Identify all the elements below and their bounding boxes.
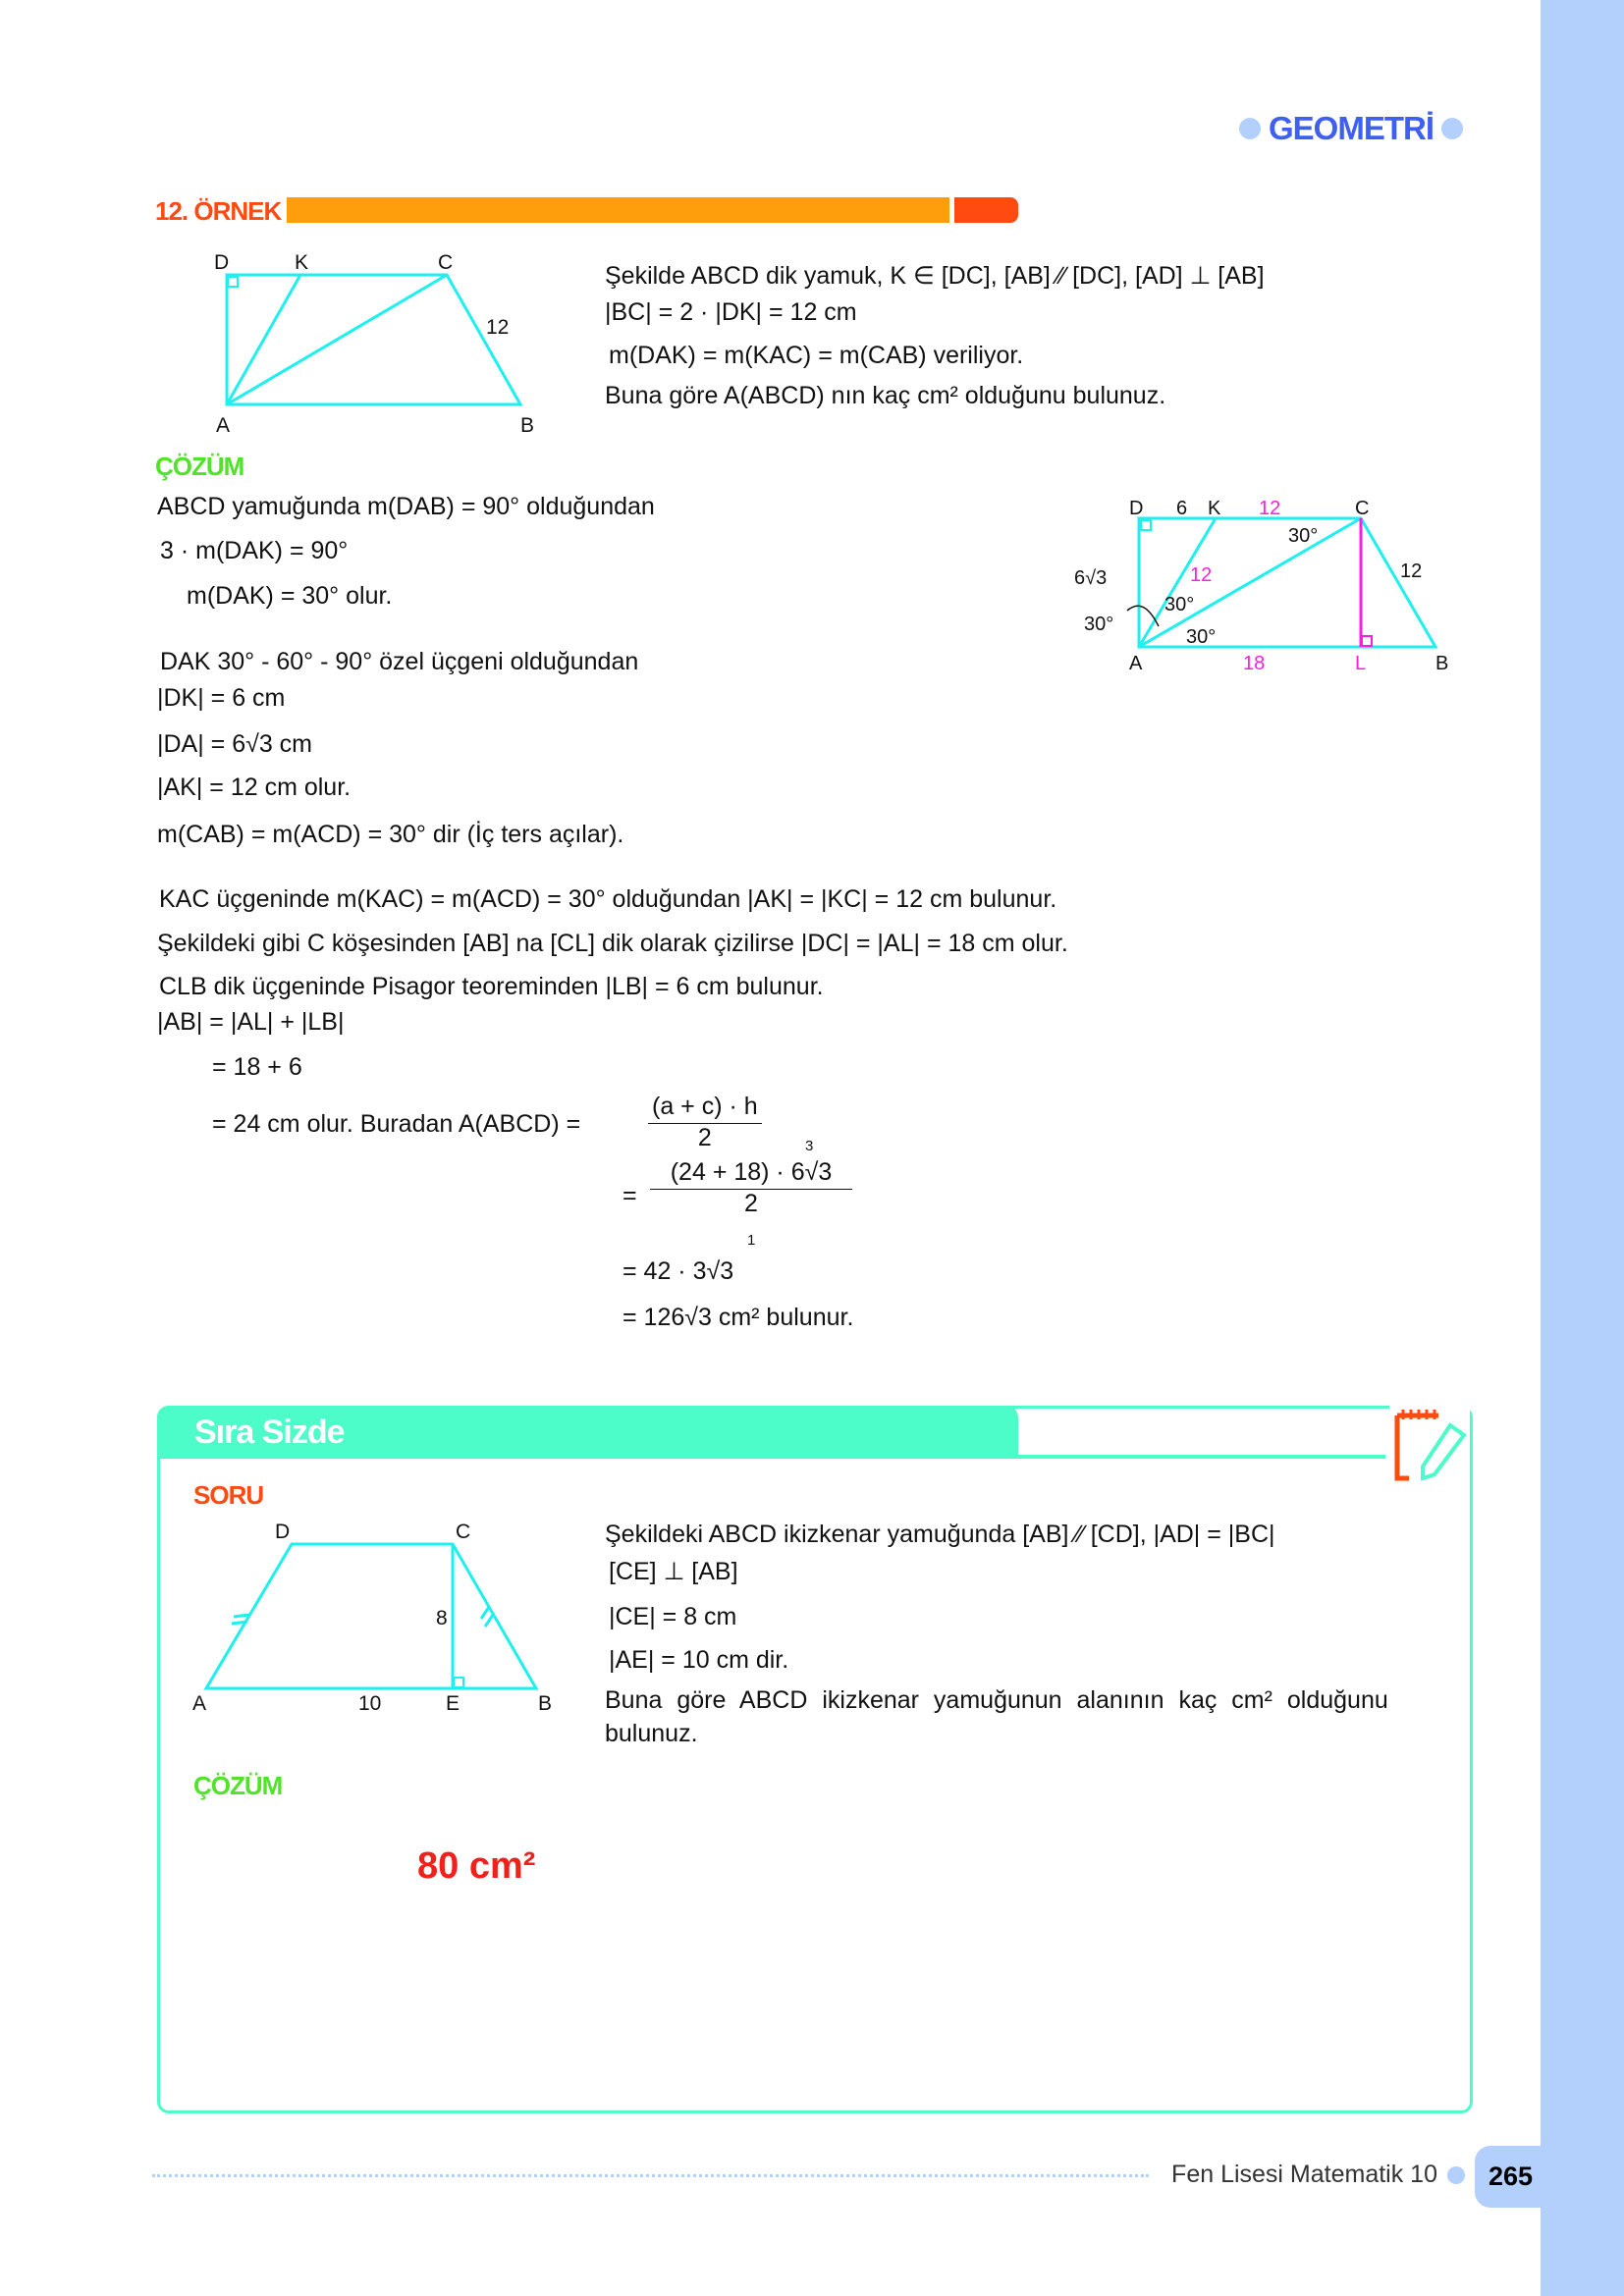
practice-header xyxy=(157,1406,1018,1459)
cancel-top: 3 xyxy=(805,1138,814,1154)
problem-line: Buna göre ABCD ikizkenar yamuğunun alanının kaç cm² olduğunu xyxy=(605,1686,1388,1714)
problem-line: m(DAK) = m(KAC) = m(CAB) veriliyor. xyxy=(609,342,1024,369)
label-k: K xyxy=(295,251,309,274)
label-al: 18 xyxy=(1243,653,1266,674)
problem-line: |AE| = 10 cm dir. xyxy=(609,1646,789,1674)
label-a: A xyxy=(216,414,231,437)
label-b: B xyxy=(1435,653,1449,674)
solution-label: ÇÖZÜM xyxy=(155,452,244,481)
problem-line: |CE| = 8 cm xyxy=(609,1603,737,1630)
label-ad: 6√3 xyxy=(1074,567,1108,589)
practice-title: Sıra Sizde xyxy=(194,1414,345,1451)
label-a: A xyxy=(1129,653,1143,674)
fraction-denominator: 2 xyxy=(744,1190,758,1217)
dot-icon xyxy=(1441,118,1463,139)
label-l: L xyxy=(1355,653,1367,674)
section-header xyxy=(1239,110,1463,147)
label-angle-c: 30° xyxy=(1288,525,1319,547)
problem-line: bulunuz. xyxy=(605,1720,698,1747)
solution-line: m(DAK) = 30° olur. xyxy=(187,582,393,610)
problem-line: Buna göre A(ABCD) nın kaç cm² olduğunu bulunuz. xyxy=(605,382,1166,409)
label-dk: 6 xyxy=(1176,498,1188,519)
solution-line: = 24 cm olur. Buradan A(ABCD) = xyxy=(212,1110,581,1138)
answer-text: 80 cm² xyxy=(417,1845,536,1887)
label-a: A xyxy=(192,1692,207,1713)
area-formula xyxy=(648,1093,762,1152)
practice-box xyxy=(157,1406,1473,2113)
solution-line: CLB dik üçgeninde Pisagor teoreminden |LB| = 6 cm bulunur. xyxy=(159,973,824,1000)
area-substitution xyxy=(650,1158,852,1218)
example-figure xyxy=(196,245,550,442)
cancel-bottom: 1 xyxy=(747,1232,756,1249)
solution-line: = 126√3 cm² bulunur. xyxy=(623,1304,854,1331)
label-d: D xyxy=(275,1521,291,1543)
label-d: D xyxy=(214,251,230,274)
label-c: C xyxy=(1355,498,1370,519)
fraction-numerator: (24 + 18) · 6√3 xyxy=(650,1158,852,1190)
fraction-numerator: (a + c) · h xyxy=(648,1093,762,1124)
solution-line: = 18 + 6 xyxy=(212,1053,302,1081)
question-label: SORU xyxy=(193,1480,264,1510)
label-angle-dak: 30° xyxy=(1084,614,1114,635)
label-angle-cab: 30° xyxy=(1186,626,1217,648)
problem-line: Şekilde ABCD dik yamuk, K ∈ [DC], [AB] ∕∕ [DC], [AD] ⊥ [AB] xyxy=(605,262,1265,290)
fraction-denominator: 2 xyxy=(697,1124,712,1151)
label-ae: 10 xyxy=(358,1692,382,1713)
notepad-pencil-icon xyxy=(1389,1406,1470,1482)
label-c: C xyxy=(438,251,454,274)
label-angle-kac: 30° xyxy=(1164,594,1195,615)
side-bar xyxy=(1541,0,1624,2296)
label-k: K xyxy=(1208,498,1221,519)
label-ce: 8 xyxy=(436,1607,448,1629)
dot-icon xyxy=(1239,118,1261,139)
solution-line: KAC üçgeninde m(KAC) = m(ACD) = 30° olduğundan |AK| = |KC| = 12 cm bulunur. xyxy=(159,885,1057,913)
section-title: GEOMETRİ xyxy=(1269,110,1435,146)
problem-line: |BC| = 2 · |DK| = 12 cm xyxy=(605,298,857,326)
practice-figure xyxy=(187,1517,560,1713)
page-number-tab xyxy=(1475,2146,1553,2208)
footer-dotted-line xyxy=(152,2174,1149,2177)
label-ak: 12 xyxy=(1190,564,1213,586)
solution-line: ABCD yamuğunda m(DAB) = 90° olduğundan xyxy=(157,493,655,520)
example-bar-end xyxy=(954,197,1018,223)
label-bc: 12 xyxy=(486,316,510,339)
solution-line: |DK| = 6 cm xyxy=(157,684,286,712)
divider xyxy=(1018,1455,1385,1459)
page-number: 265 xyxy=(1489,2162,1534,2191)
problem-line: Şekildeki ABCD ikizkenar yamuğunda [AB] ∕∕ [CD], |AD| = |BC| xyxy=(605,1521,1275,1548)
solution-label: ÇÖZÜM xyxy=(193,1771,283,1800)
label-bc: 12 xyxy=(1400,561,1423,582)
example-label: 12. ÖRNEK xyxy=(155,196,282,226)
problem-line: [CE] ⊥ [AB] xyxy=(609,1558,738,1585)
solution-line: Şekildeki gibi C köşesinden [AB] na [CL] dik olarak çizilirse |DC| = |AL| = 18 cm olur. xyxy=(157,930,1068,957)
solution-line: DAK 30° - 60° - 90° özel üçgeni olduğundan xyxy=(160,648,639,675)
solution-line: 3 · m(DAK) = 90° xyxy=(160,537,349,564)
label-d: D xyxy=(1129,498,1144,519)
example-bar xyxy=(287,197,949,223)
solution-line: m(CAB) = m(ACD) = 30° dir (İç ters açılar). xyxy=(157,821,624,848)
solution-line: |DA| = 6√3 cm xyxy=(157,730,313,758)
label-c: C xyxy=(456,1521,471,1543)
dot-icon xyxy=(1447,2166,1465,2184)
book-title: Fen Lisesi Matematik 10 xyxy=(1171,2161,1437,2188)
solution-figure xyxy=(1070,491,1463,677)
solution-line: = 42 · 3√3 xyxy=(623,1257,734,1285)
equals-sign: = xyxy=(623,1182,637,1209)
solution-line: |AB| = |AL| + |LB| xyxy=(157,1008,345,1036)
label-b: B xyxy=(538,1692,553,1713)
label-e: E xyxy=(446,1692,460,1713)
label-kc: 12 xyxy=(1259,498,1281,519)
solution-line: |AK| = 12 cm olur. xyxy=(157,774,352,801)
label-b: B xyxy=(520,414,535,437)
